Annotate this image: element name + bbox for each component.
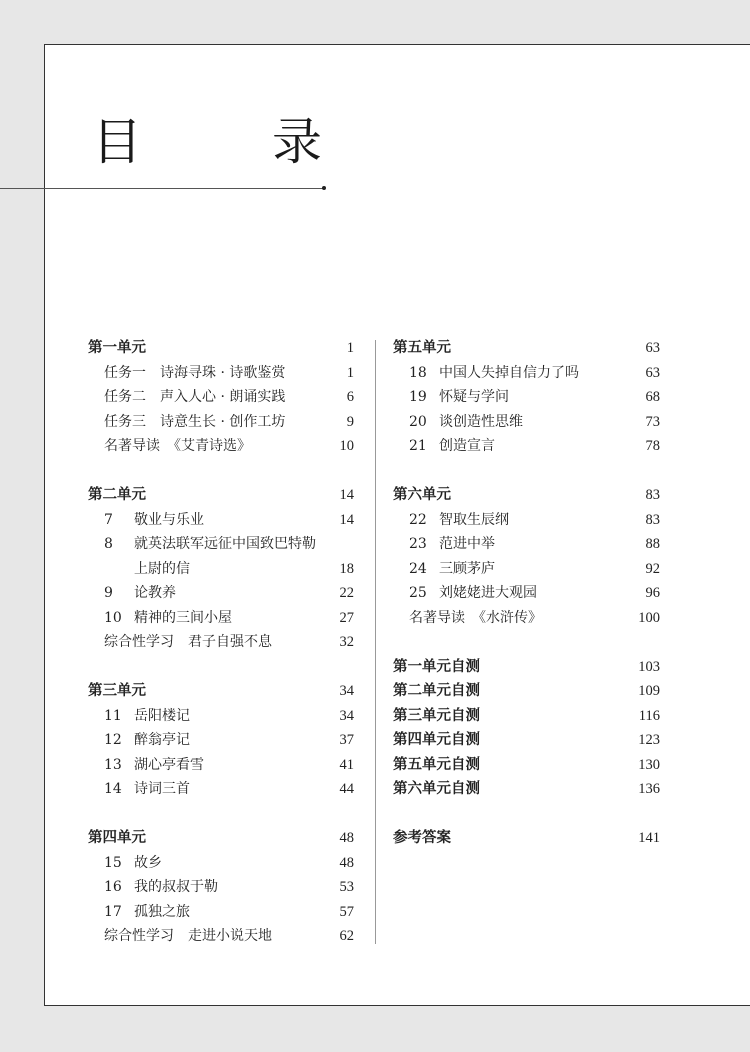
toc-page-number: 32 [339,634,354,650]
toc-entry-title: 孤独之旅 [134,903,190,920]
toc-entry[interactable] [88,875,354,900]
toc-unit-heading[interactable] [393,655,660,680]
toc-heading-label: 第六单元自测 [393,781,480,797]
toc-entry[interactable] [88,753,354,778]
toc-page-number: 123 [638,732,660,748]
toc-page-number: 57 [339,903,354,920]
toc-entry-label [134,557,190,582]
toc-unit-heading[interactable] [88,336,354,361]
toc-page-number: 6 [346,389,354,405]
column-divider [375,340,376,944]
toc-entry-label [104,581,176,606]
toc-entry-number: 14 [104,781,122,797]
toc-entry-title: 怀疑与学问 [439,389,509,405]
toc-entry-label [104,630,272,655]
toc-heading-label: 第四单元自测 [393,732,480,748]
toc-entry-title: 任务一 诗海寻珠 · 诗歌鉴赏 [104,364,286,381]
toc-heading-label: 第二单元 [88,487,146,503]
toc-entry-title: 任务三 诗意生长 · 创作工坊 [104,413,286,430]
toc-page-number: 9 [346,413,354,430]
toc-page-number: 78 [645,438,660,454]
toc-entry-label [104,410,285,435]
toc-entry[interactable] [88,900,354,925]
toc-section [88,826,354,949]
toc-entry-label [104,704,190,729]
toc-unit-heading[interactable] [88,826,354,851]
toc-heading-label: 第一单元 [88,340,146,356]
toc-page-number: 18 [339,560,354,577]
toc-unit-heading[interactable] [393,753,660,778]
toc-left-column [88,336,354,973]
toc-unit-heading[interactable] [88,679,354,704]
toc-heading-label: 第三单元 [88,683,146,699]
toc-page-number: 73 [645,413,660,430]
toc-unit-heading[interactable] [393,826,660,851]
toc-page-number: 48 [339,854,354,871]
toc-entry-number: 13 [104,756,122,773]
title-rule [0,188,324,189]
toc-entry-title: 上尉的信 [134,560,190,577]
toc-page-number: 83 [645,511,660,528]
toc-entry-label [409,508,509,533]
toc-heading-label: 参考答案 [393,830,451,846]
toc-page-number: 136 [638,781,660,797]
toc-entry-number: 25 [409,585,427,601]
toc-entry-title: 名著导读 《水浒传》 [409,609,542,626]
toc-page-number: 62 [339,928,354,944]
toc-entry[interactable] [393,385,660,410]
toc-entry-label [104,434,251,459]
toc-entry[interactable] [88,924,354,949]
toc-entry-label [409,557,495,582]
toc-page-number: 10 [339,438,354,454]
toc-entry[interactable] [393,581,660,606]
toc-entry[interactable] [393,532,660,557]
toc-unit-heading[interactable] [393,679,660,704]
toc-heading-label: 第三单元自测 [393,707,480,724]
toc-entry-number: 20 [409,413,427,430]
toc-entry[interactable] [393,508,660,533]
toc-entry-title: 论教养 [134,585,176,601]
toc-entry-label [104,851,162,876]
toc-heading-label: 第六单元 [393,487,451,503]
toc-heading-label: 第五单元自测 [393,756,480,773]
toc-page-number: 63 [645,364,660,381]
toc-page-number: 48 [339,830,354,846]
toc-page-number: 37 [339,732,354,748]
toc-entry-number: 18 [409,364,427,381]
toc-entry[interactable] [393,410,660,435]
toc-entry-number: 22 [409,511,427,528]
toc-page-number: 141 [638,830,660,846]
toc-section [393,826,660,851]
toc-page-number: 14 [339,511,354,528]
toc-page-number: 34 [339,707,354,724]
toc-entry-title: 谈创造性思维 [439,413,523,430]
toc-entry-label [409,434,495,459]
toc-entry-number: 7 [104,511,113,528]
toc-entry-label [409,361,579,386]
toc-entry-number: 9 [104,585,113,601]
toc-entry-number: 16 [104,879,122,895]
toc-entry[interactable] [88,630,354,655]
toc-page-number: 22 [339,585,354,601]
toc-entry-title: 中国人失掉自信力了吗 [439,364,579,381]
toc-unit-heading[interactable] [393,483,660,508]
toc-entry-label [104,361,285,386]
toc-page-number: 116 [638,707,660,724]
toc-right-column [393,336,660,875]
toc-page-number: 53 [339,879,354,895]
toc-entry[interactable] [88,851,354,876]
toc-page-number: 34 [339,683,354,699]
toc-page-number: 63 [645,340,660,356]
toc-entry[interactable] [88,508,354,533]
toc-entry-label [104,753,204,778]
toc-entry-title: 敬业与乐业 [134,511,204,528]
toc-entry[interactable] [88,581,354,606]
toc-page-number: 27 [339,609,354,626]
toc-section [393,336,660,459]
toc-entry-number: 17 [104,903,122,920]
toc-page-number: 44 [339,781,354,797]
toc-entry-label [104,508,204,533]
toc-entry[interactable] [88,532,354,557]
toc-entry-number: 19 [409,389,427,405]
toc-entry-label [104,875,218,900]
toc-entry[interactable] [88,410,354,435]
toc-page-number: 130 [638,756,660,773]
toc-page-number: 41 [339,756,354,773]
toc-entry-label [104,777,190,802]
toc-page-number: 14 [339,487,354,503]
toc-section [88,336,354,459]
toc-entry-label [104,728,190,753]
title-rule-dot [322,186,326,190]
toc-unit-heading[interactable] [88,483,354,508]
toc-entry-number: 15 [104,854,122,871]
toc-entry-number: 21 [409,438,427,454]
toc-page-number: 88 [645,536,660,552]
toc-heading-label: 第一单元自测 [393,658,480,675]
toc-entry-label [104,606,232,631]
toc-entry[interactable] [88,385,354,410]
toc-entry-title: 我的叔叔于勒 [134,879,218,895]
toc-page-number: 92 [645,560,660,577]
toc-heading-label: 第五单元 [393,340,451,356]
toc-page-number: 96 [645,585,660,601]
toc-entry-title: 创造宣言 [439,438,495,454]
toc-entry[interactable] [88,606,354,631]
toc-unit-heading[interactable] [393,777,660,802]
toc-entry-number: 10 [104,609,122,626]
toc-entry[interactable] [393,606,660,631]
toc-entry-title: 综合性学习 君子自强不息 [104,634,272,650]
toc-entry-label [409,606,542,631]
toc-entry-title: 诗词三首 [134,781,190,797]
toc-entry[interactable] [88,361,354,386]
toc-entry[interactable] [88,557,354,582]
toc-entry-label [409,385,509,410]
page-title: 目 录 [92,113,362,171]
toc-entry[interactable] [393,557,660,582]
toc-entry[interactable] [88,728,354,753]
toc-entry-number: 8 [104,536,113,552]
toc-page-number: 103 [638,658,660,675]
toc-heading-label: 第四单元 [88,830,146,846]
toc-page-number: 109 [638,683,660,699]
toc-entry[interactable] [88,434,354,459]
toc-entry[interactable] [88,704,354,729]
toc-entry-label [104,532,316,557]
toc-entry-title: 名著导读 《艾青诗选》 [104,438,251,454]
toc-entry-title: 岳阳楼记 [134,707,190,724]
toc-entry-label [409,410,523,435]
toc-page-number: 83 [645,487,660,503]
toc-entry-title: 范进中举 [439,536,495,552]
toc-entry-label [104,924,272,949]
toc-entry-label [409,532,495,557]
toc-entry[interactable] [88,777,354,802]
toc-section [393,655,660,802]
toc-entry-label [104,385,285,410]
toc-entry-title: 就英法联军远征中国致巴特勒 [134,536,316,552]
toc-entry-title: 精神的三间小屋 [134,609,232,626]
toc-page-number: 68 [645,389,660,405]
toc-entry-number: 24 [409,560,427,577]
toc-unit-heading[interactable] [393,336,660,361]
toc-entry-label [104,900,190,925]
toc-heading-label: 第二单元自测 [393,683,480,699]
toc-section [393,483,660,630]
toc-page-number: 100 [638,609,660,626]
toc-unit-heading[interactable] [393,704,660,729]
toc-section [88,483,354,655]
toc-page-number: 1 [346,364,354,381]
toc-entry-title: 刘姥姥进大观园 [439,585,537,601]
toc-entry-title: 湖心亭看雪 [134,756,204,773]
toc-entry-number: 12 [104,732,122,748]
toc-entry[interactable] [393,361,660,386]
toc-entry[interactable] [393,434,660,459]
toc-section [88,679,354,802]
toc-entry-number: 23 [409,536,427,552]
toc-entry-title: 三顾茅庐 [439,560,495,577]
toc-entry-number: 11 [104,707,122,724]
toc-unit-heading[interactable] [393,728,660,753]
toc-entry-title: 智取生辰纲 [439,511,509,528]
toc-entry-title: 任务二 声入人心 · 朗诵实践 [104,389,286,405]
toc-entry-title: 故乡 [134,854,162,871]
toc-entry-label [409,581,537,606]
toc-entry-title: 综合性学习 走进小说天地 [104,928,272,944]
toc-page-number: 1 [346,340,354,356]
toc-entry-title: 醉翁亭记 [134,732,190,748]
